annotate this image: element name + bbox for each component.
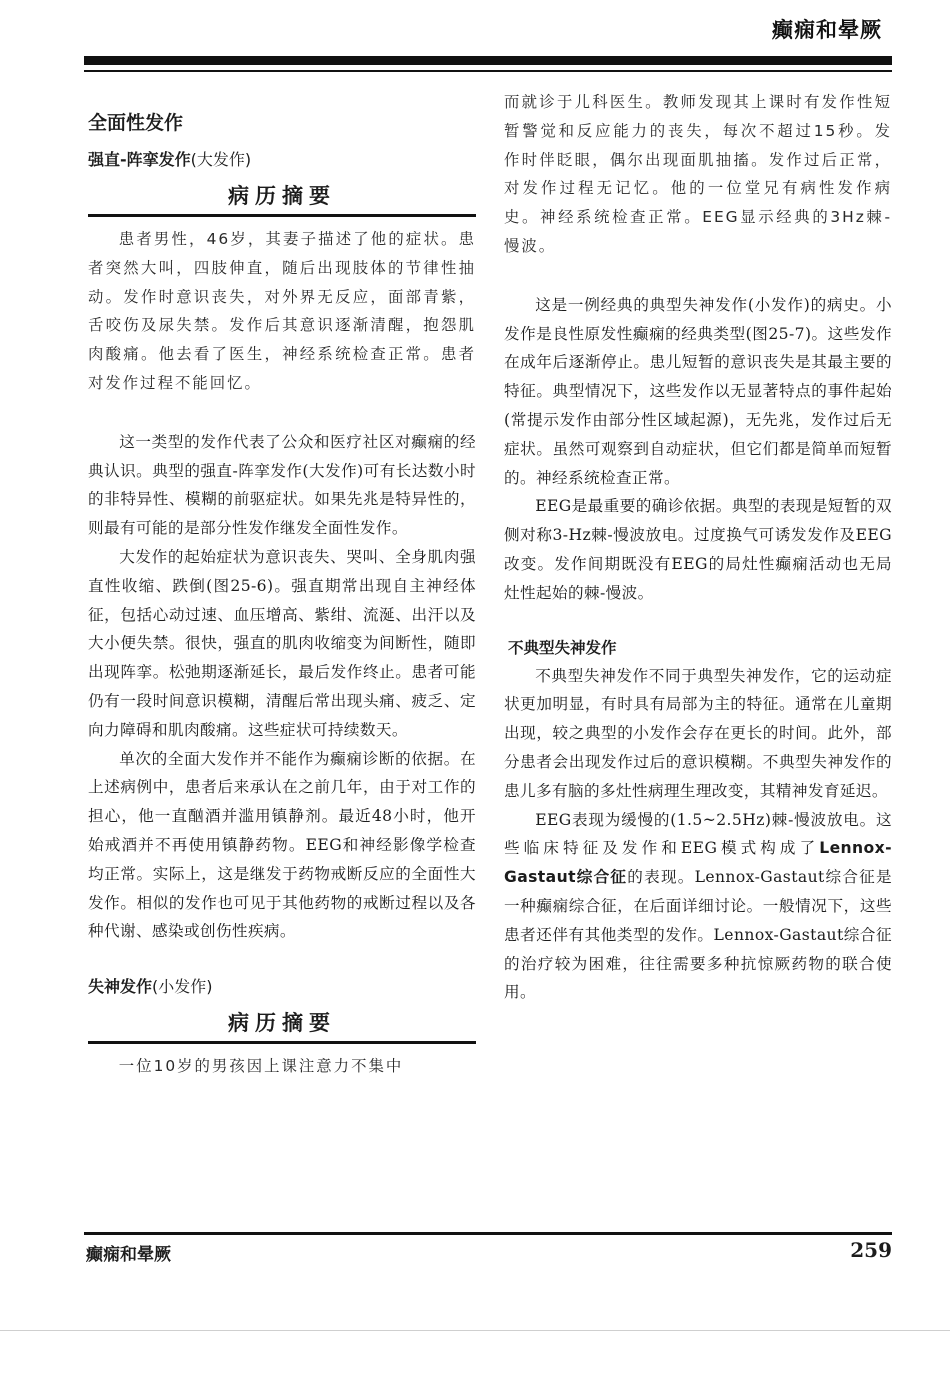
subsection-main: 强直-阵挛发作 [88, 150, 191, 169]
header-rule-thin [84, 70, 892, 72]
paragraph-3: 单次的全面大发作并不能作为癫痫诊断的依据。在上述病例中，患者后来承认在之前几年，由于对工作的担心，他一直酗酒并滥用镇静剂。最近48小时，他开始戒酒并不再使用镇静药物。EEG和神经影像学检查均正常。实际上，这是继发于药物戒断反应的全面性大发作。相似的发作也可见于其他药物的戒断过程以及各种代谢、感染或创伤性疾病。 [88, 749, 476, 941]
paragraph-7 [504, 806, 892, 1008]
paragraph-4: 这是一例经典的典型失神发作(小发作)的病史。小发作是良性原发性癫痫的经典类型(图25-7)。这些发作在成年后逐渐停止。患儿短暂的意识丧失是其最主要的特征。典型情况下，这些发作以无显著特点的事件起始(常提示发作由部分性区域起源)，无先兆，发作过后无症状。虽然可观察到自动症状，但它们都是简单而短暂的。神经系统检查正常。 [504, 295, 892, 487]
subsection-paren: (大发作) [190, 150, 252, 169]
case-summary-2-start: 一位10岁的男孩因上课注意力不集中 [118, 1057, 404, 1076]
scan-edge-line [0, 1330, 950, 1331]
paragraph-1: 这一类型的发作代表了公众和医疗社区对癫痫的经典认识。典型的强直-阵挛发作(大发作)可有长达数小时的非特异性、模糊的前驱症状。如果先兆是特异性的，则最有可能的是部分性发作继发全面性发作。 [88, 432, 476, 538]
subsection-paren: (小发作) [152, 977, 213, 997]
header-rule-thick [84, 56, 892, 65]
subsection-absence [88, 974, 476, 997]
running-head: 癫痫和晕厥 [772, 18, 882, 42]
page-number: 259 [850, 1238, 892, 1262]
paragraph-5: EEG是最重要的确诊依据。典型的表现是短暂的双侧对称3-Hz棘-慢波放电。过度换气可诱发发作及EEG改变。发作间期既没有EEG的局灶性癫痫活动也无局灶性起始的棘-慢波。 [504, 497, 892, 602]
paragraph-7-after: 的表现。Lennox-Gastaut综合征是一种癫痫综合征，在后面详细讨论。一般情况下，这些患者还伴有其他类型的发作。Lennox-Gastaut综合征的治疗较为困难，往往需要多种抗惊厥药物的联合使用。 [504, 868, 893, 1002]
subsection-main: 失神发作 [88, 977, 153, 997]
case-summary-2-continued: 而就诊于儿科医生。教师发现其上课时有发作性短暂警觉和反应能力的丧失，每次不超过15秒。发作时伴眨眼，偶尔出现面肌抽搐。发作过后正常，对发作过程无记忆。他的一位堂兄有病性发作病史。神经系统检查正常。EEG显示经典的3Hz棘-慢波。 [504, 93, 892, 255]
right-column [504, 88, 892, 1007]
footer-title: 癫痫和晕厥 [86, 1245, 171, 1265]
case-summary-1: 患者男性，46岁，其妻子描述了他的症状。患者突然大叫，四肢伸直，随后出现肢体的节律性抽动。发作时意识丧失，对外界无反应，面部青紫，舌咬伤及尿失禁。发作后其意识逐渐清醒，抱怨肌肉酸痛。他去看了医生，神经系统检查正常。患者对发作过程不能回忆。 [88, 230, 476, 392]
case-summary-heading-1: 病历摘要 [88, 180, 476, 217]
subsection-tonic-clonic [88, 147, 476, 170]
section-title: 全面性发作 [88, 112, 184, 134]
lennox-gastaut-term: Lennox-Gastaut综合征 [504, 839, 892, 887]
subsection-atypical-absence: 不典型失神发作 [508, 638, 617, 657]
paragraph-2: 大发作的起始症状为意识丧失、哭叫、全身肌肉强直性收缩、跌倒(图25-6)。强直期常出现自主神经体征，包括心动过速、血压增高、紫绀、流涎、出汗以及大小便失禁。很快，强直的肌肉收缩变为间断性，随即出现阵挛。松弛期逐渐延长，最后发作终止。患者可能仍有一段时间意识模糊，清醒后常出现头痛、疲乏、定向力障碍和肌肉酸痛。这些症状可持续数天。 [88, 547, 476, 739]
paragraph-7-before: EEG表现为缓慢的(1.5~2.5Hz)棘-慢波放电。这些临床特征及发作和EEG模式构成了 [504, 810, 892, 858]
case-summary-heading-2: 病历摘要 [88, 1007, 476, 1044]
footer-rule [84, 1232, 892, 1235]
paragraph-6: 不典型失神发作不同于典型失神发作，它的运动症状更加明显，有时具有局部为主的特征。通常在儿童期出现，较之典型的小发作会存在更长的时间。此外，部分患者会出现发作过后的意识模糊。不典型失神发作的患儿多有脑的多灶性病理生理改变，其精神发育延迟。 [504, 666, 892, 800]
left-column [88, 88, 476, 1081]
